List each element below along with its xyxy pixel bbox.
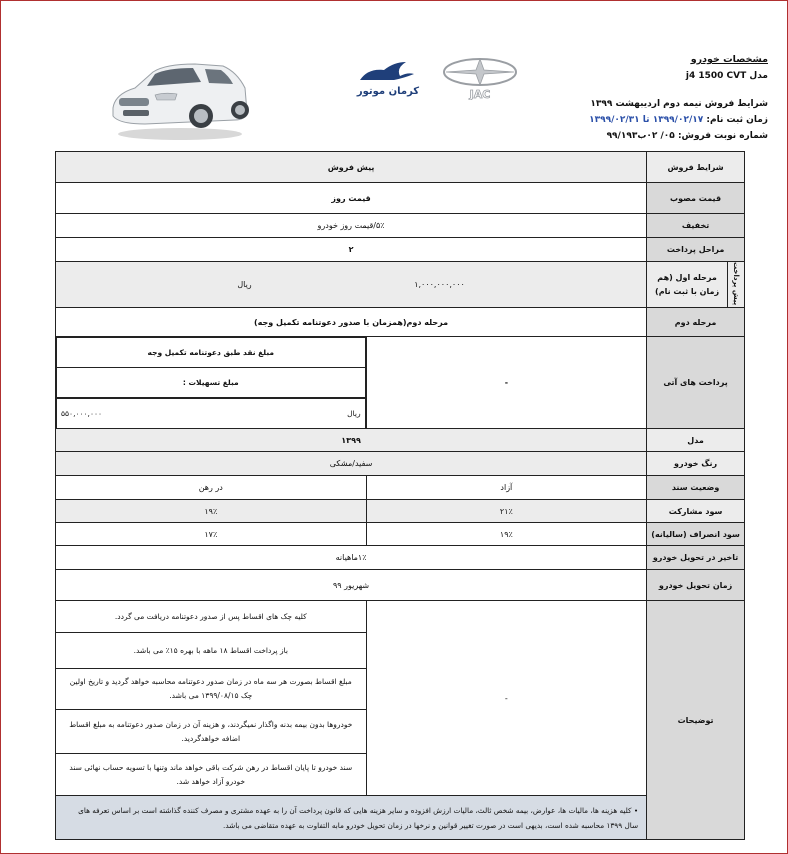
note-item: باز پرداخت اقساط ۱۸ ماهه با بهره ۱۵٪ می باشد.	[56, 633, 367, 669]
document-header	[0, 0, 788, 150]
notes-label: توضیحات	[647, 601, 745, 840]
discount-label: تخفیف	[647, 214, 745, 238]
specs-title: مشخصات خودرو	[690, 54, 768, 65]
document-status-free: آزاد	[366, 476, 647, 500]
stage1-currency: ریال	[237, 280, 252, 290]
row-sale-type	[56, 152, 745, 183]
color-label: رنگ خودرو	[647, 452, 745, 476]
facility-cell	[56, 337, 367, 429]
row-stage1	[56, 262, 745, 308]
stage2-value: مرحله دوم(همزمان با صدور دعوتنامه تکمیل وجه)	[56, 308, 647, 337]
row-cancellation-profit	[56, 523, 745, 546]
stage2-label: مرحله دوم	[647, 308, 745, 337]
notes-free-value: -	[366, 601, 647, 796]
stage1-amount-cell	[56, 262, 647, 308]
row-discount	[56, 214, 745, 238]
row-payment-stages	[56, 238, 745, 262]
approved-price-label: قیمت مصوب	[647, 183, 745, 214]
facility-subtable	[56, 337, 366, 428]
cancellation-profit-pledged: ۱۷٪	[56, 523, 367, 546]
sale-conditions: شرایط فروش نیمه دوم اردیبهشت ۱۳۹۹	[590, 99, 768, 109]
row-delivery-delay	[56, 546, 745, 570]
note-item: خودروها بدون بیمه بدنه واگذار نمیگردند، و هزینه آن در زمان صدور دعوتنامه به مبلغ اقساط اضافه خواهدگردید.	[56, 710, 367, 754]
document-status-label: وضعیت سند	[647, 476, 745, 500]
future-payments-label: پرداخت های آتی	[647, 337, 745, 429]
sale-number-label: شماره نوبت فروش:	[677, 131, 768, 141]
model-label: مدل	[749, 71, 768, 81]
stage1-label: مرحله اول (هم زمان با ثبت نام)	[647, 262, 728, 308]
registration-line	[589, 112, 768, 128]
delivery-time-value: شهریور ۹۹	[56, 570, 647, 601]
row-delivery-time	[56, 570, 745, 601]
delivery-time-label: زمان تحویل خودرو	[647, 570, 745, 601]
partnership-profit-label: سود مشارکت	[647, 500, 745, 523]
row-stage2	[56, 308, 745, 337]
cash-amount-label: مبلغ نقد طبق دعوتنامه تکمیل وجه	[57, 338, 366, 368]
note-item: کلیه چک های اقساط پس از صدور دعوتنامه دریافت می گردد.	[56, 601, 367, 633]
cancellation-profit-label: سود انصراف (سالیانه)	[647, 523, 745, 546]
sale-number-line	[589, 128, 768, 144]
jac-logo	[440, 56, 520, 100]
model-value: j4 1500 CVT	[685, 71, 747, 81]
prepayment-label: پیش پرداخت	[728, 262, 745, 308]
facility-currency: ریال	[347, 409, 361, 419]
model-year-value: ۱۳۹۹	[56, 429, 647, 452]
footnote: • کلیه هزینه ها، مالیات ها، عوارض، بیمه شخص ثالث، مالیات ارزش افزوده و سایر هزینه هایی که قانون پرداخت آن را به عهده مشتری و مصرف کننده گذاشته است بر اساس تعرفه های سال ۱۳۹۹ محاسبه شده است، بدیهی است در صورت تغییر قوانین و نرخها در زمان تحویل خودرو مابه التفاوت به عهده متقاضی می باشد.	[56, 796, 647, 840]
row-model-year	[56, 429, 745, 452]
vehicle-specs	[589, 52, 768, 144]
partnership-profit-free: ۲۱٪	[366, 500, 647, 523]
sale-number-value: ۰۵/ ۰۲ب۹۹/۱۹۳	[606, 131, 675, 141]
row-partnership-profit	[56, 500, 745, 523]
document-status-pledged: در رهن	[56, 476, 367, 500]
row-footnote	[56, 796, 745, 840]
row-future-payments	[56, 337, 745, 429]
color-value: سفید/مشکی	[56, 452, 647, 476]
delivery-delay-label: تاخیر در تحویل خودرو	[647, 546, 745, 570]
partnership-profit-pledged: ۱۹٪	[56, 500, 367, 523]
future-payments-value: -	[366, 337, 647, 429]
kerman-motor-logo	[350, 58, 426, 98]
row-document-status	[56, 476, 745, 500]
svg-text:کرمان موتور: کرمان موتور	[356, 86, 420, 97]
payment-stages-value: ۲	[56, 238, 647, 262]
facility-amount-row	[57, 398, 366, 428]
note-item: سند خودرو تا پایان اقساط در رهن شرکت باقی خواهد ماند وتنها با تسویه حساب نهائی سند خودرو آزاد خواهد شد.	[56, 754, 367, 796]
delivery-delay-value: ۱٪ماهیانه	[56, 546, 647, 570]
discount-value: ۵٪/قیمت روز خودرو	[56, 214, 647, 238]
registration-value: ۱۳۹۹/۰۲/۱۷ تا ۱۳۹۹/۰۲/۳۱	[589, 115, 704, 125]
note-item: مبلغ اقساط بصورت هر سه ماه در زمان صدور دعوتنامه محاسبه خواهد گردید و تاریخ اولین چک ۱۳۹۹/۰۸/۱۵ می باشد.	[56, 669, 367, 710]
model-line	[589, 68, 768, 84]
row-approved-price	[56, 183, 745, 214]
facility-amount-label: مبلغ تسهیلات :	[57, 368, 366, 399]
sale-type-label: شرایط فروش	[647, 152, 745, 183]
car-image	[105, 50, 250, 142]
registration-label: زمان ثبت نام:	[706, 115, 768, 125]
cancellation-profit-free: ۱۹٪	[366, 523, 647, 546]
model-year-label: مدل	[647, 429, 745, 452]
payment-stages-label: مراحل پرداخت	[647, 238, 745, 262]
row-color	[56, 452, 745, 476]
sale-type-value: پیش فروش	[56, 152, 647, 183]
facility-amount: ۵۵۰,۰۰۰,۰۰۰	[61, 409, 103, 419]
approved-price-value: قیمت روز	[56, 183, 647, 214]
svg-text:JAC: JAC	[469, 88, 491, 100]
row-note-1	[56, 601, 745, 633]
sales-conditions-table	[55, 151, 745, 840]
stage1-amount: ۱,۰۰۰,۰۰۰,۰۰۰	[414, 280, 465, 290]
